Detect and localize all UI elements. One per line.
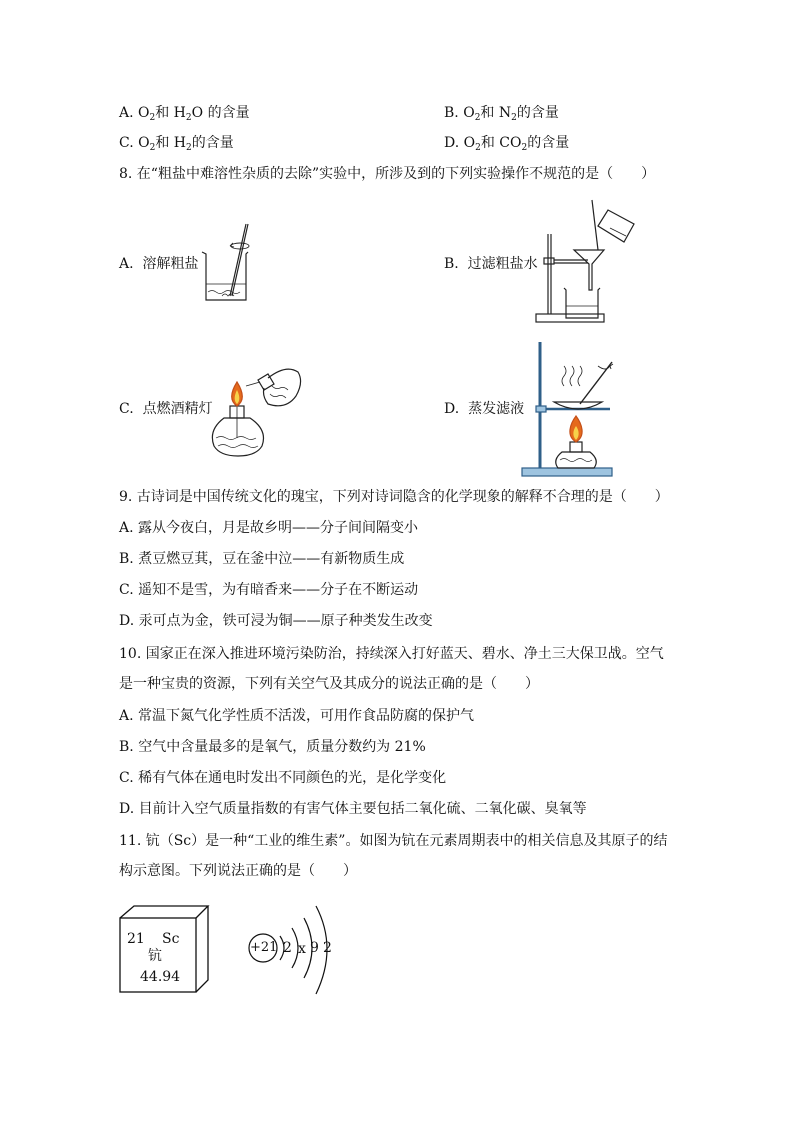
q9-option-c[interactable]: C. 遥知不是雪，为有暗香来——分子在不断运动 bbox=[119, 582, 419, 598]
q10-option-d[interactable]: D. 目前计入空气质量指数的有害气体主要包括二氧化硫、二氧化碳、臭氧等 bbox=[119, 801, 587, 817]
q10-option-a[interactable]: A. 常温下氮气化学性质不活泼，可用作食品防腐的保护气 bbox=[119, 708, 475, 724]
q11-stem-line-1: 11. 钪（Sc）是一种“工业的维生素”。如图为钪在元素周期表中的相关信息及其原子的结 bbox=[119, 833, 668, 849]
shell-4-electrons: 2 bbox=[323, 940, 332, 956]
q8-option-d[interactable]: D. 蒸发滤液 bbox=[444, 401, 525, 417]
lighting-alcohol-lamp-figure bbox=[206, 360, 304, 460]
q8-option-c[interactable]: C. 点燃酒精灯 bbox=[119, 401, 213, 417]
filtration-apparatus-figure bbox=[534, 198, 642, 328]
element-symbol: Sc bbox=[162, 931, 180, 947]
q7-option-b[interactable]: B. $O_2$和 $N_2$的含量 bbox=[444, 105, 559, 123]
shell-2-electrons: x bbox=[298, 941, 306, 957]
nucleus-charge: +21 bbox=[250, 940, 278, 955]
q9-option-a[interactable]: A. 露从今夜白，月是故乡明——分子间间隔变小 bbox=[119, 520, 419, 536]
q10-stem-line-1: 10. 国家正在深入推进环境污染防治，持续深入打好蓝天、碧水、净土三大保卫战。空气 bbox=[119, 646, 664, 662]
shell-3-electrons: 9 bbox=[310, 940, 319, 956]
q10-stem-line-2: 是一种宝贵的资源，下列有关空气及其成分的说法正确的是（ ） bbox=[119, 676, 539, 692]
element-atomic-number: 21 bbox=[127, 931, 145, 947]
q10-option-c[interactable]: C. 稀有气体在通电时发出不同颜色的光，是化学变化 bbox=[119, 770, 447, 786]
q9-option-b[interactable]: B. 煮豆燃豆萁，豆在釜中泣——有新物质生成 bbox=[119, 551, 405, 567]
evaporation-apparatus-figure bbox=[520, 340, 626, 478]
q8-option-b[interactable]: B. 过滤粗盐水 bbox=[444, 256, 538, 272]
q9-stem: 9. 古诗词是中国传统文化的瑰宝，下列对诗词隐含的化学现象的解释不合理的是（ ） bbox=[119, 489, 669, 505]
atomic-structure-diagram bbox=[246, 900, 356, 1000]
q10-option-b[interactable]: B. 空气中含量最多的是氧气，质量分数约为 21% bbox=[119, 739, 426, 755]
element-relative-mass: 44.94 bbox=[140, 969, 181, 985]
q11-stem-line-2: 构示意图。下列说法正确的是（ ） bbox=[119, 863, 357, 879]
q8-stem: 8. 在“粗盐中难溶性杂质的去除”实验中，所涉及到的下列实验操作不规范的是（ ） bbox=[119, 166, 656, 182]
q9-option-d[interactable]: D. 汞可点为金，铁可浸为铜——原子种类发生改变 bbox=[119, 613, 433, 629]
q8-option-a[interactable]: A. 溶解粗盐 bbox=[119, 256, 199, 272]
shell-1-electrons: 2 bbox=[283, 940, 292, 956]
periodic-element-cell bbox=[118, 904, 210, 994]
q7-option-d[interactable]: D. $O_2$和 $CO_2$的含量 bbox=[444, 135, 570, 153]
element-name: 钪 bbox=[148, 948, 162, 964]
q7-option-a[interactable]: A. $O_2$和 $H_2O$ 的含量 bbox=[119, 105, 250, 123]
q7-option-c[interactable]: C. $O_2$和 $H_2$的含量 bbox=[119, 135, 234, 153]
dissolving-beaker-figure bbox=[200, 220, 256, 304]
